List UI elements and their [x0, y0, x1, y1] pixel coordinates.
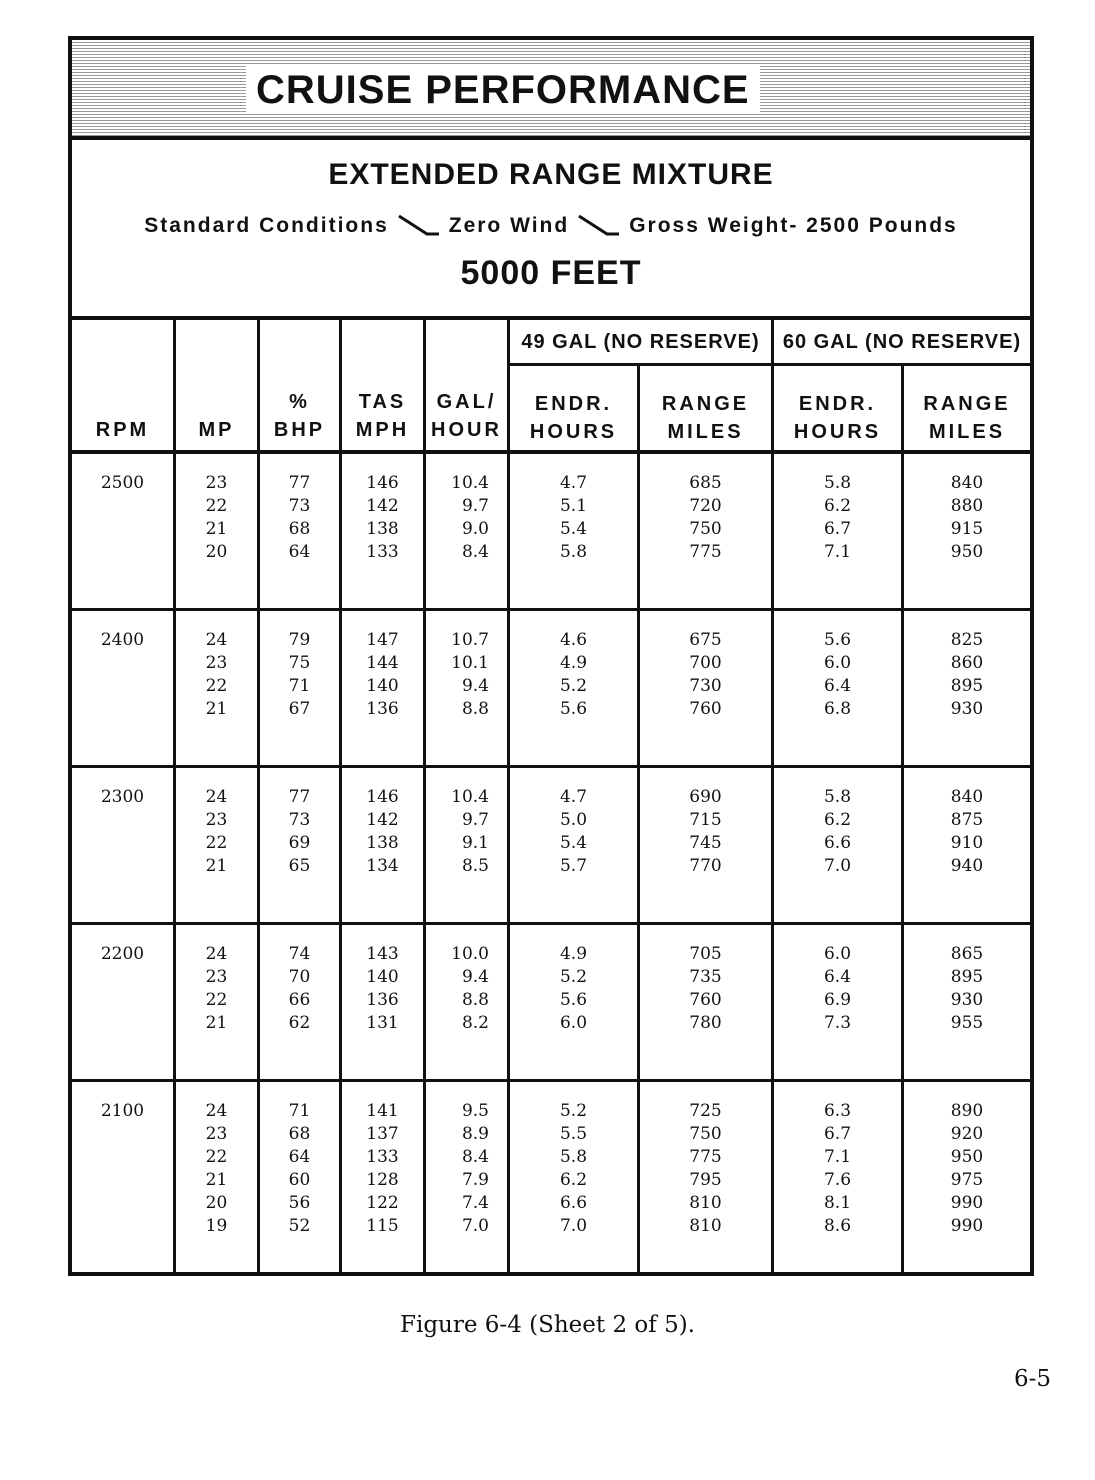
cell-bhp: 79 75 71 67 — [260, 611, 342, 765]
cell-mp: 23 22 21 20 — [176, 454, 260, 608]
cell-tas: 146 142 138 133 — [342, 454, 426, 608]
header-gal-hour: GAL/ HOUR — [426, 320, 510, 450]
cell-r60: 825 860 895 930 — [950, 630, 984, 719]
cell-rpm: 2500 — [72, 454, 176, 608]
cell-r60: 840 880 915 950 — [950, 473, 984, 562]
cell-e60: 5.6 6.0 6.4 6.8 — [774, 611, 904, 765]
cell-mp: 24 23 22 21 — [176, 611, 260, 765]
cell-gal: 10.4 9.7 9.0 8.4 — [426, 454, 510, 608]
cell-r49: 685 720 750 775 — [640, 454, 774, 608]
condition-weight: Gross Weight- 2500 Pounds — [629, 214, 958, 237]
cell-bhp: 77 73 68 64 — [260, 454, 342, 608]
cell-rpm: 2400 — [72, 611, 176, 765]
table-header — [72, 320, 1030, 454]
cell-gal: 10.0 9.4 8.8 8.2 — [426, 925, 510, 1079]
header-49-range: RANGE MILES — [640, 366, 774, 454]
cell-bhp: 71 68 64 60 56 52 — [260, 1082, 342, 1272]
cell-e49: 4.7 5.0 5.4 5.7 — [510, 768, 640, 922]
cell-e60: 6.3 6.7 7.1 7.6 8.1 8.6 — [774, 1082, 904, 1272]
cell-bhp: 77 73 69 65 — [260, 768, 342, 922]
cell-tas: 147 144 140 136 — [342, 611, 426, 765]
cell-r60: 865 895 930 955 — [950, 944, 984, 1033]
header-rpm: RPM — [72, 320, 176, 450]
cell-gal: 9.5 8.9 8.4 7.9 7.4 7.0 — [426, 1082, 510, 1272]
conditions-line — [112, 214, 990, 238]
header-mp: MP — [176, 320, 260, 450]
cell-r60: 890 920 950 975 990 990 — [950, 1101, 984, 1236]
cell-r49: 675 700 730 760 — [640, 611, 774, 765]
cell-r49: 690 715 745 770 — [640, 768, 774, 922]
altitude-title: 5000 FEET — [460, 254, 642, 292]
cell-e60: 5.8 6.2 6.6 7.0 — [774, 768, 904, 922]
table-row — [72, 925, 1030, 1082]
header-49-endr: ENDR. HOURS — [510, 366, 640, 454]
header-60-gal: 60 GAL (NO RESERVE) — [774, 320, 1030, 366]
mixture-title: EXTENDED RANGE MIXTURE — [328, 158, 774, 191]
cell-mp: 24 23 22 21 20 19 — [176, 1082, 260, 1272]
header-bhp: % BHP — [260, 320, 342, 450]
cell-bhp: 74 70 66 62 — [260, 925, 342, 1079]
condition-standard: Standard Conditions — [144, 214, 389, 237]
figure-caption: Figure 6-4 (Sheet 2 of 5). — [400, 1312, 695, 1338]
chart-title: CRUISE PERFORMANCE — [246, 66, 760, 114]
cell-e49: 4.9 5.2 5.6 6.0 — [510, 925, 640, 1079]
header-tas: TAS MPH — [342, 320, 426, 450]
cell-mp: 24 23 22 21 — [176, 768, 260, 922]
cell-r49: 705 735 760 780 — [640, 925, 774, 1079]
cell-tas: 141 137 133 128 122 115 — [342, 1082, 426, 1272]
cell-e49: 4.7 5.1 5.4 5.8 — [510, 454, 640, 608]
separator-arrow-icon — [397, 214, 441, 238]
title-banner — [72, 40, 1030, 140]
table-row — [72, 454, 1030, 611]
conditions-block — [72, 140, 1030, 320]
cell-tas: 146 142 138 134 — [342, 768, 426, 922]
cell-e60: 5.8 6.2 6.7 7.1 — [774, 454, 904, 608]
cell-gal: 10.4 9.7 9.1 8.5 — [426, 768, 510, 922]
table-row — [72, 1082, 1030, 1272]
page-number: 6-5 — [1013, 1366, 1051, 1392]
cruise-performance-chart — [68, 36, 1034, 1276]
cell-e49: 5.2 5.5 5.8 6.2 6.6 7.0 — [510, 1082, 640, 1272]
table-row — [72, 611, 1030, 768]
condition-wind: Zero Wind — [448, 214, 570, 237]
cell-mp: 24 23 22 21 — [176, 925, 260, 1079]
cell-e60: 6.0 6.4 6.9 7.3 — [774, 925, 904, 1079]
cell-gal: 10.7 10.1 9.4 8.8 — [426, 611, 510, 765]
header-49-gal: 49 GAL (NO RESERVE) — [510, 320, 774, 366]
table-row — [72, 768, 1030, 925]
cell-rpm: 2100 — [72, 1082, 176, 1272]
cell-r60: 840 875 910 940 — [950, 787, 984, 876]
cell-rpm: 2300 — [72, 768, 176, 922]
separator-arrow-icon — [577, 214, 621, 238]
cell-e49: 4.6 4.9 5.2 5.6 — [510, 611, 640, 765]
header-60-range: RANGE MILES — [923, 393, 1011, 443]
cell-r49: 725 750 775 795 810 810 — [640, 1082, 774, 1272]
cell-tas: 143 140 136 131 — [342, 925, 426, 1079]
header-60-endr: ENDR. HOURS — [774, 366, 904, 454]
cell-rpm: 2200 — [72, 925, 176, 1079]
table-body — [72, 454, 1030, 1272]
